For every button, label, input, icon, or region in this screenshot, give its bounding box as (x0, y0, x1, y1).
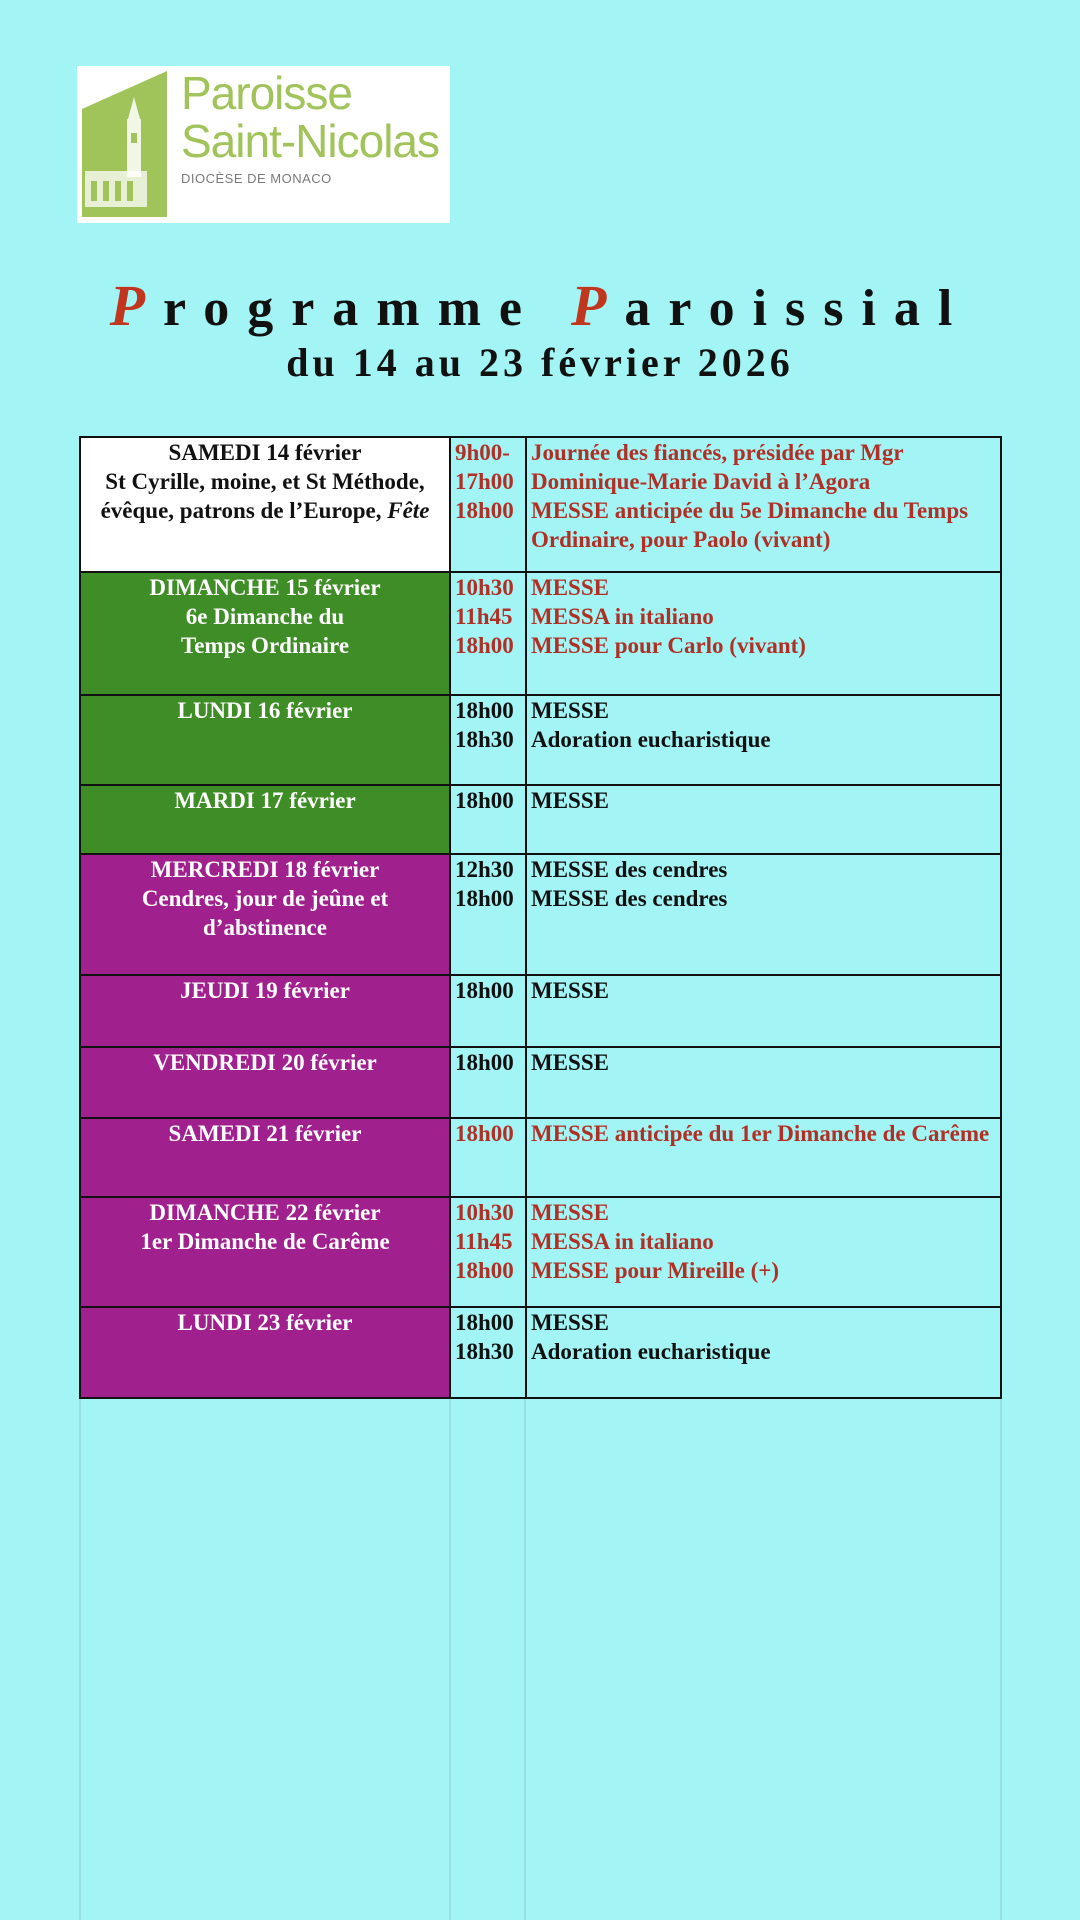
event: MESSE (531, 698, 609, 723)
guide-line (79, 1398, 81, 1920)
day-feast: Cendres, jour de jeûne et (141, 886, 389, 911)
title-word-1: rogramme (163, 280, 540, 337)
time: 18h00 (455, 978, 514, 1003)
events-cell (526, 1047, 1001, 1118)
schedule-row (80, 854, 1001, 975)
schedule-row (80, 572, 1001, 695)
day-label: MARDI 17 février (174, 788, 356, 813)
time: 12h30 (455, 857, 514, 882)
time: 18h00 (455, 1121, 514, 1146)
events-cell (526, 572, 1001, 695)
event: Journée des fiancés, présidée par Mgr Dominique-Marie David à l’Agora (531, 440, 904, 494)
day-cell (80, 975, 450, 1047)
schedule-table (79, 436, 1002, 1399)
events-cell (526, 785, 1001, 854)
event: Adoration eucharistique (531, 1339, 771, 1364)
time: 9h00- (455, 440, 510, 465)
events-cell (526, 695, 1001, 785)
time: 17h00 (455, 469, 514, 494)
schedule-row (80, 437, 1001, 572)
event: MESSE (531, 978, 609, 1003)
event: MESSE (531, 1310, 609, 1335)
event: MESSE (531, 575, 609, 600)
events-cell (526, 1197, 1001, 1307)
schedule-row (80, 785, 1001, 854)
guide-line (449, 1398, 451, 1920)
schedule-row (80, 695, 1001, 785)
events-cell (526, 437, 1001, 572)
times-cell (450, 437, 526, 572)
time: 18h00 (455, 698, 514, 723)
events-cell (526, 854, 1001, 975)
time: 18h00 (455, 788, 514, 813)
logo-line-paroisse: Paroisse (181, 67, 352, 119)
event: MESSE (531, 1050, 609, 1075)
event: MESSE anticipée du 1er Dimanche de Carême (531, 1121, 990, 1146)
day-feast: 6e Dimanche du (185, 604, 345, 629)
day-cell (80, 854, 450, 975)
day-feast-rank: Fête (387, 498, 430, 523)
title-initial-2: P (570, 273, 625, 338)
times-cell (450, 1118, 526, 1197)
schedule-row (80, 1197, 1001, 1307)
day-cell (80, 1307, 450, 1398)
event: Adoration eucharistique (531, 727, 771, 752)
day-cell (80, 1047, 450, 1118)
time: 18h30 (455, 1339, 514, 1364)
guide-line (524, 1398, 526, 1920)
times-cell (450, 785, 526, 854)
schedule-row (80, 1307, 1001, 1398)
times-cell (450, 695, 526, 785)
event: MESSE des cendres (531, 886, 728, 911)
schedule-row (80, 975, 1001, 1047)
day-label: SAMEDI 21 février (168, 1121, 362, 1146)
day-cell (80, 1118, 450, 1197)
title-initial-1: P (109, 273, 164, 338)
day-label: LUNDI 23 février (177, 1310, 353, 1335)
title-word-2: aroissial (624, 280, 971, 337)
time: 10h30 (455, 1200, 514, 1225)
event: MESSA in italiano (531, 604, 714, 629)
schedule-row (80, 1047, 1001, 1118)
day-feast: 1er Dimanche de Carême (140, 1229, 390, 1254)
times-cell (450, 1307, 526, 1398)
day-feast: St Cyrille, moine, et St Méthode, (105, 469, 425, 494)
page-subtitle: du 14 au 23 février 2026 (286, 340, 794, 385)
event: MESSE des cendres (531, 857, 728, 882)
day-cell (80, 785, 450, 854)
day-label: JEUDI 19 février (180, 978, 350, 1003)
time: 18h00 (455, 886, 514, 911)
time: 18h30 (455, 727, 514, 752)
page-title (0, 272, 1080, 339)
times-cell (450, 572, 526, 695)
day-label: VENDREDI 20 février (153, 1050, 377, 1075)
time: 18h00 (455, 498, 514, 523)
day-label: DIMANCHE 22 février (149, 1200, 381, 1225)
time: 18h00 (455, 1050, 514, 1075)
guide-line (1000, 1398, 1002, 1920)
time: 10h30 (455, 575, 514, 600)
time: 18h00 (455, 633, 514, 658)
logo-wordmark (181, 67, 439, 186)
schedule-row (80, 1118, 1001, 1197)
day-cell (80, 572, 450, 695)
day-feast: d’abstinence (203, 915, 327, 940)
times-cell (450, 1047, 526, 1118)
time: 18h00 (455, 1258, 514, 1283)
church-tower-icon (82, 71, 182, 217)
day-feast: Temps Ordinaire (180, 633, 350, 658)
day-feast-cont: évêque, patrons de l’Europe, Fête (100, 498, 430, 523)
event: MESSE pour Mireille (+) (531, 1258, 780, 1283)
events-cell (526, 1118, 1001, 1197)
day-label: MERCREDI 18 février (150, 857, 380, 882)
logo-line-saint-nicolas: Saint-Nicolas (181, 115, 439, 167)
day-cell (80, 695, 450, 785)
logo-line-diocese: DIOCÈSE DE MONACO (181, 171, 332, 186)
day-label: LUNDI 16 février (177, 698, 353, 723)
day-label: SAMEDI 14 février (168, 440, 362, 465)
event: MESSE (531, 788, 609, 813)
event: MESSA in italiano (531, 1229, 714, 1254)
times-cell (450, 975, 526, 1047)
event: MESSE pour Carlo (vivant) (531, 633, 806, 658)
event: MESSE anticipée du 5e Dimanche du Temps Ordinaire, pour Paolo (vivant) (531, 498, 969, 552)
times-cell (450, 854, 526, 975)
event: MESSE (531, 1200, 609, 1225)
day-cell (80, 1197, 450, 1307)
parish-logo (77, 66, 450, 223)
events-cell (526, 1307, 1001, 1398)
times-cell (450, 1197, 526, 1307)
time: 18h00 (455, 1310, 514, 1335)
time: 11h45 (455, 1229, 513, 1254)
events-cell (526, 975, 1001, 1047)
day-label: DIMANCHE 15 février (149, 575, 381, 600)
day-cell (80, 437, 450, 572)
time: 11h45 (455, 604, 513, 629)
